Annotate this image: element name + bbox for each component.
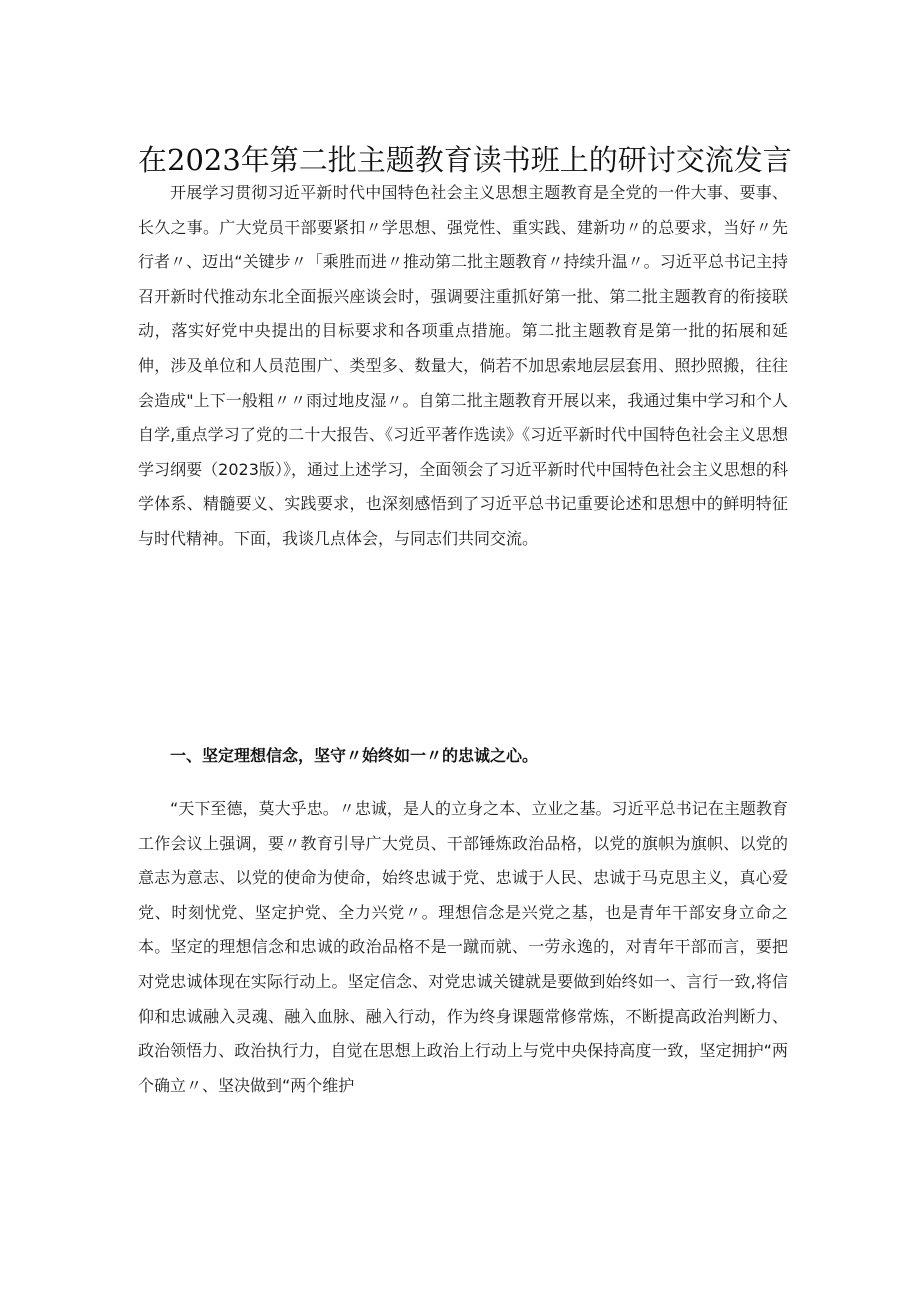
document-title: 在2023年第二批主题教育读书班上的研讨交流发言 (138, 143, 792, 177)
section-heading-1: 一、坚定理想信念，坚守〃始终如一〃的忠诚之心。 (170, 746, 539, 765)
intro-paragraph: 开展学习贯彻习近平新时代中国特色社会主义思想主题教育是全党的一件大事、要事、长久之事。广大党员干部要紧扣〃学思想、强党性、重实践、建新功〃的总要求，当好〃先行者〃、迈出“关键步〃「乘胜而进〃推动第二批主题教育〃持续升温〃。习近平总书记主持召开新时代推动东北全面振兴座谈会时，强调要注重抓好第一批、第二批主题教育的衔接联动，落实好党中央提出的目标要求和各项重点措施。第二批主题教育是第一批的拓展和延伸，涉及单位和人员范围广、类型多、数量大，倘若不加思索地层层套用、照抄照搬，往往会造成"上下一般粗〃〃雨过地皮湿〃。自第二批主题教育开展以来，我通过集中学习和个人自学,重点学习了党的二十大报告、《习近平著作选读》《习近平新时代中国特色社会主义思想学习纲要（2023版）》，通过上述学习，全面领会了习近平新时代中国特色社会主义思想的科学体系、精髓要义、实践要求，也深刻感悟到了习近平总书记重要论述和思想中的鲜明特征与时代精神。下面，我谈几点体会，与同志们共同交流。 (138, 183, 788, 548)
section-1-paragraph: “天下至德，莫大乎忠。〃忠诚，是人的立身之本、立业之基。习近平总书记在主题教育工作会议上强调，要〃教育引导广大党员、干部锤炼政治品格，以党的旗帜为旗帜、以党的意志为意志、以党的使命为使命，始终忠诚于党、忠诚于人民、忠诚于马克思主义，真心爱党、时刻忧党、坚定护党、全力兴党〃。理想信念是兴党之基，也是青年干部安身立命之本。坚定的理想信念和忠诚的政治品格不是一蹴而就、一劳永逸的，对青年干部而言，要把对党忠诚体现在实际行动上。坚定信念、对党忠诚关键就是要做到始终如一、言行一致,将信仰和忠诚融入灵魂、融入血脉、融入行动，作为终身课题常修常炼，不断提高政治判断力、政治领悟力、政治执行力，自觉在思想上政治上行动上与党中央保持高度一致，坚定拥护“两个确立〃、坚决做到“两个维护 (138, 799, 788, 1095)
